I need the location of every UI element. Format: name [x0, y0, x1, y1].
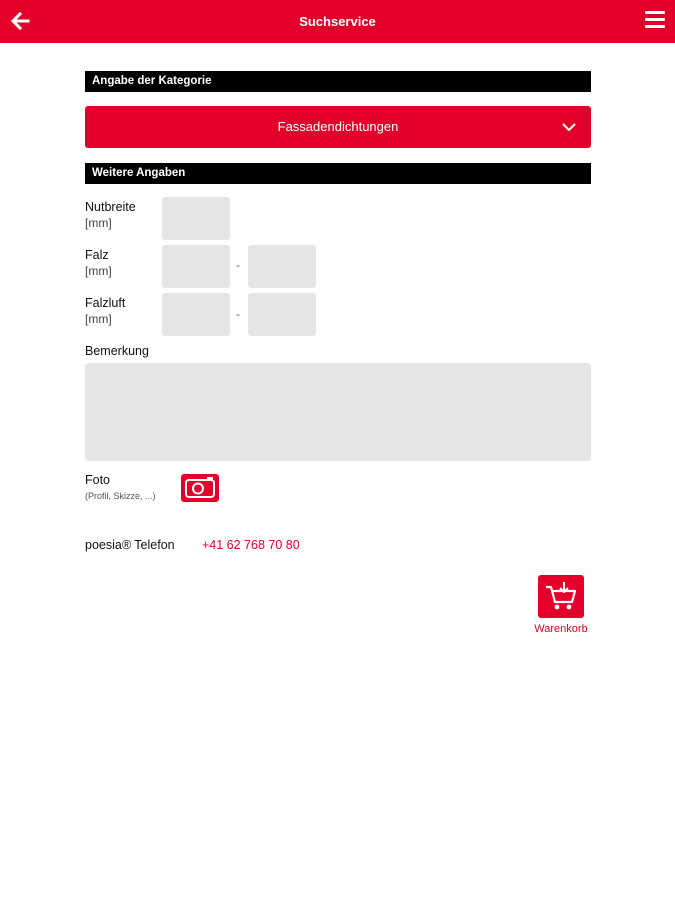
- falz-label: Falz [mm]: [85, 248, 112, 278]
- phone-link[interactable]: +41 62 768 70 80: [202, 538, 300, 552]
- falz-to-input[interactable]: [248, 245, 316, 288]
- top-bar: [0, 0, 675, 43]
- foto-label: Foto: [85, 473, 111, 487]
- nutbreite-input[interactable]: [162, 197, 230, 240]
- cart-label[interactable]: Warenkorb: [534, 623, 588, 635]
- falzluft-unit: [mm]: [85, 312, 112, 326]
- category-dropdown[interactable]: [85, 106, 591, 148]
- falz-from-input[interactable]: [162, 245, 230, 288]
- hamburger-menu-icon: [645, 11, 665, 14]
- bemerkung-textarea[interactable]: [85, 363, 591, 461]
- bemerkung-label: Bemerkung: [85, 344, 149, 358]
- falzluft-to-input[interactable]: [248, 293, 316, 336]
- falzluft-from-input[interactable]: [162, 293, 230, 336]
- section-header-details: Weitere Angaben: [85, 163, 591, 184]
- nutbreite-unit: [mm]: [85, 216, 112, 230]
- falzluft-label: Falzluft [mm]: [85, 296, 126, 326]
- menu-button[interactable]: [645, 11, 665, 31]
- falz-range-separator: -: [236, 258, 240, 272]
- cart-button[interactable]: [538, 575, 584, 618]
- section-header-category: Angabe der Kategorie: [85, 71, 591, 92]
- chevron-down-icon: [561, 119, 577, 135]
- camera-button[interactable]: [181, 474, 219, 502]
- falz-unit: [mm]: [85, 264, 112, 278]
- phone-label: poesia® Telefon: [85, 538, 175, 552]
- category-selected-value: Fassadendichtungen: [277, 119, 399, 134]
- shopping-cart-icon: [538, 575, 584, 618]
- foto-hint: (Profil, Skizze, ...): [85, 491, 156, 501]
- falzluft-range-separator: -: [236, 307, 240, 321]
- nutbreite-label: Nutbreite [mm]: [85, 200, 136, 230]
- camera-icon: [181, 474, 219, 502]
- page-title: Suchservice: [299, 14, 376, 29]
